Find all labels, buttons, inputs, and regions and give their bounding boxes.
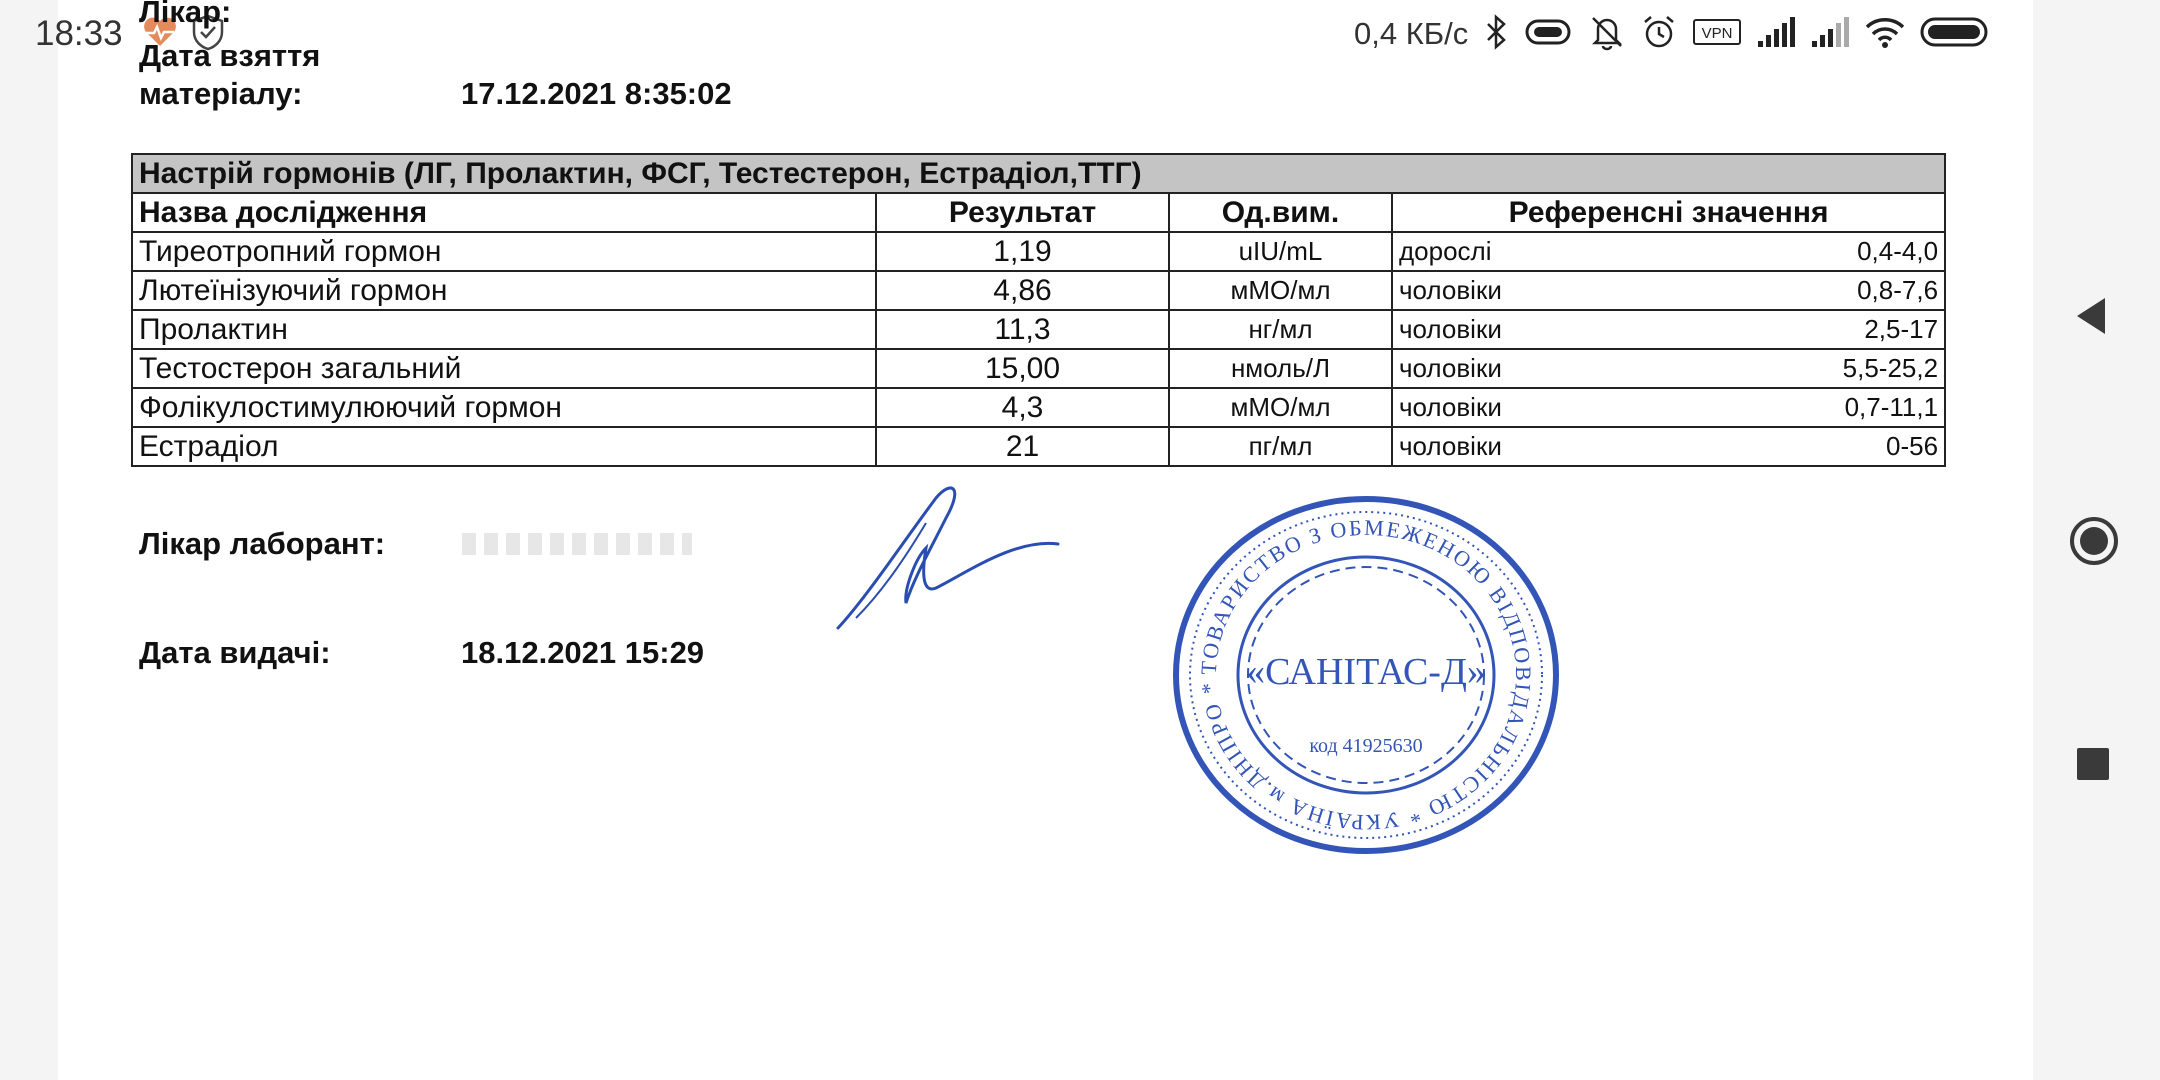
column-header: Од.вим. bbox=[1169, 193, 1392, 232]
date-taken-label-line2: матеріалу: bbox=[139, 76, 303, 111]
test-unit: нмоль/Л bbox=[1169, 349, 1392, 388]
reference-group: чоловіки bbox=[1399, 314, 1502, 344]
test-name: Фолікулостимулюючий гормон bbox=[132, 388, 876, 427]
test-unit: нг/мл bbox=[1169, 310, 1392, 349]
reference-group: чоловіки bbox=[1399, 275, 1502, 305]
redacted-name bbox=[462, 533, 692, 555]
test-name: Тиреотропний гормон bbox=[132, 232, 876, 271]
svg-text:ТОВАРИСТВО З ОБМЕЖЕНОЮ ВІДПОВІ: ТОВАРИСТВО З ОБМЕЖЕНОЮ ВІДПОВІДАЛЬНІСТЮ * УКРАЇНА м.ДНІПРО * bbox=[1195, 514, 1537, 836]
test-unit: мМО/мл bbox=[1169, 388, 1392, 427]
reference-values bbox=[1399, 275, 1938, 306]
test-name: Пролактин bbox=[132, 310, 876, 349]
test-result: 15,00 bbox=[876, 349, 1169, 388]
reference-range: 5,5-25,2 bbox=[1842, 353, 1939, 383]
reference-range: 0-56 bbox=[1886, 431, 1939, 461]
reference-group: чоловіки bbox=[1399, 392, 1502, 422]
table-row bbox=[132, 349, 1945, 388]
results-table bbox=[131, 153, 1946, 467]
signal-icon bbox=[1810, 15, 1850, 54]
table-row bbox=[132, 271, 1945, 310]
test-unit: uIU/mL bbox=[1169, 232, 1392, 271]
column-header: Референсні значення bbox=[1392, 193, 1945, 232]
signature bbox=[826, 478, 1066, 634]
clock: 18:33 bbox=[35, 14, 123, 53]
company-stamp bbox=[1170, 494, 1562, 856]
signal-icon bbox=[1756, 15, 1796, 54]
svg-text:«САНІТАС-Д»: «САНІТАС-Д» bbox=[1246, 651, 1486, 693]
reference-values bbox=[1399, 236, 1938, 267]
status-bar bbox=[0, 0, 2160, 66]
alarm-icon bbox=[1640, 13, 1678, 56]
column-header: Результат bbox=[876, 193, 1169, 232]
table-row bbox=[132, 232, 1945, 271]
panel-title: Настрій гормонів (ЛГ, Пролактин, ФСГ, Тестестерон, Естрадіол,ТТГ) bbox=[132, 154, 1945, 193]
test-result: 4,86 bbox=[876, 271, 1169, 310]
battery-icon bbox=[1920, 16, 1990, 53]
status-icons bbox=[1354, 12, 1990, 56]
reference-range: 0,8-7,6 bbox=[1857, 275, 1939, 305]
test-result: 11,3 bbox=[876, 310, 1169, 349]
reference-values bbox=[1399, 392, 1938, 423]
wifi-icon bbox=[1864, 15, 1906, 54]
test-name: Лютеїнізуючий гормон bbox=[132, 271, 876, 310]
test-unit: пг/мл bbox=[1169, 427, 1392, 466]
recents-button[interactable] bbox=[2076, 747, 2110, 786]
date-taken-value: 17.12.2021 8:35:02 bbox=[461, 76, 732, 111]
test-result: 1,19 bbox=[876, 232, 1169, 271]
vpn-icon bbox=[1692, 17, 1742, 52]
issue-date-value: 18.12.2021 15:29 bbox=[461, 635, 705, 670]
lab-doctor-label: Лікар лаборант: bbox=[139, 526, 386, 561]
reference-group: чоловіки bbox=[1399, 353, 1502, 383]
date-taken-label-line1: Дата взяття bbox=[139, 38, 321, 73]
svg-text:код 41925630: код 41925630 bbox=[1309, 735, 1423, 757]
reference-group: дорослі bbox=[1399, 236, 1492, 266]
home-button[interactable] bbox=[2068, 515, 2120, 572]
test-name: Тестостерон загальний bbox=[132, 349, 876, 388]
reference-range: 0,7-11,1 bbox=[1844, 392, 1939, 422]
test-result: 4,3 bbox=[876, 388, 1169, 427]
issue-date-label: Дата видачі: bbox=[139, 635, 331, 670]
reference-range: 0,4-4,0 bbox=[1857, 236, 1939, 266]
reference-range: 2,5-17 bbox=[1864, 314, 1939, 344]
back-button[interactable] bbox=[2073, 296, 2109, 341]
table-row bbox=[132, 427, 1945, 466]
battery-saver-icon bbox=[1524, 16, 1574, 53]
bluetooth-icon bbox=[1482, 14, 1510, 55]
reference-values bbox=[1399, 314, 1938, 345]
test-unit: мМО/мл bbox=[1169, 271, 1392, 310]
reference-group: чоловіки bbox=[1399, 431, 1502, 461]
svg-text:VPN: VPN bbox=[1701, 24, 1733, 42]
table-row bbox=[132, 310, 1945, 349]
table-row bbox=[132, 388, 1945, 427]
column-header: Назва дослідження bbox=[132, 193, 876, 232]
network-speed: 0,4 КБ/с bbox=[1354, 16, 1469, 51]
doctor-label: Лікар: bbox=[139, 0, 232, 29]
mute-icon bbox=[1588, 13, 1626, 56]
reference-values bbox=[1399, 431, 1938, 462]
reference-values bbox=[1399, 353, 1938, 384]
table-header-row bbox=[132, 193, 1945, 232]
test-result: 21 bbox=[876, 427, 1169, 466]
test-name: Естрадіол bbox=[132, 427, 876, 466]
